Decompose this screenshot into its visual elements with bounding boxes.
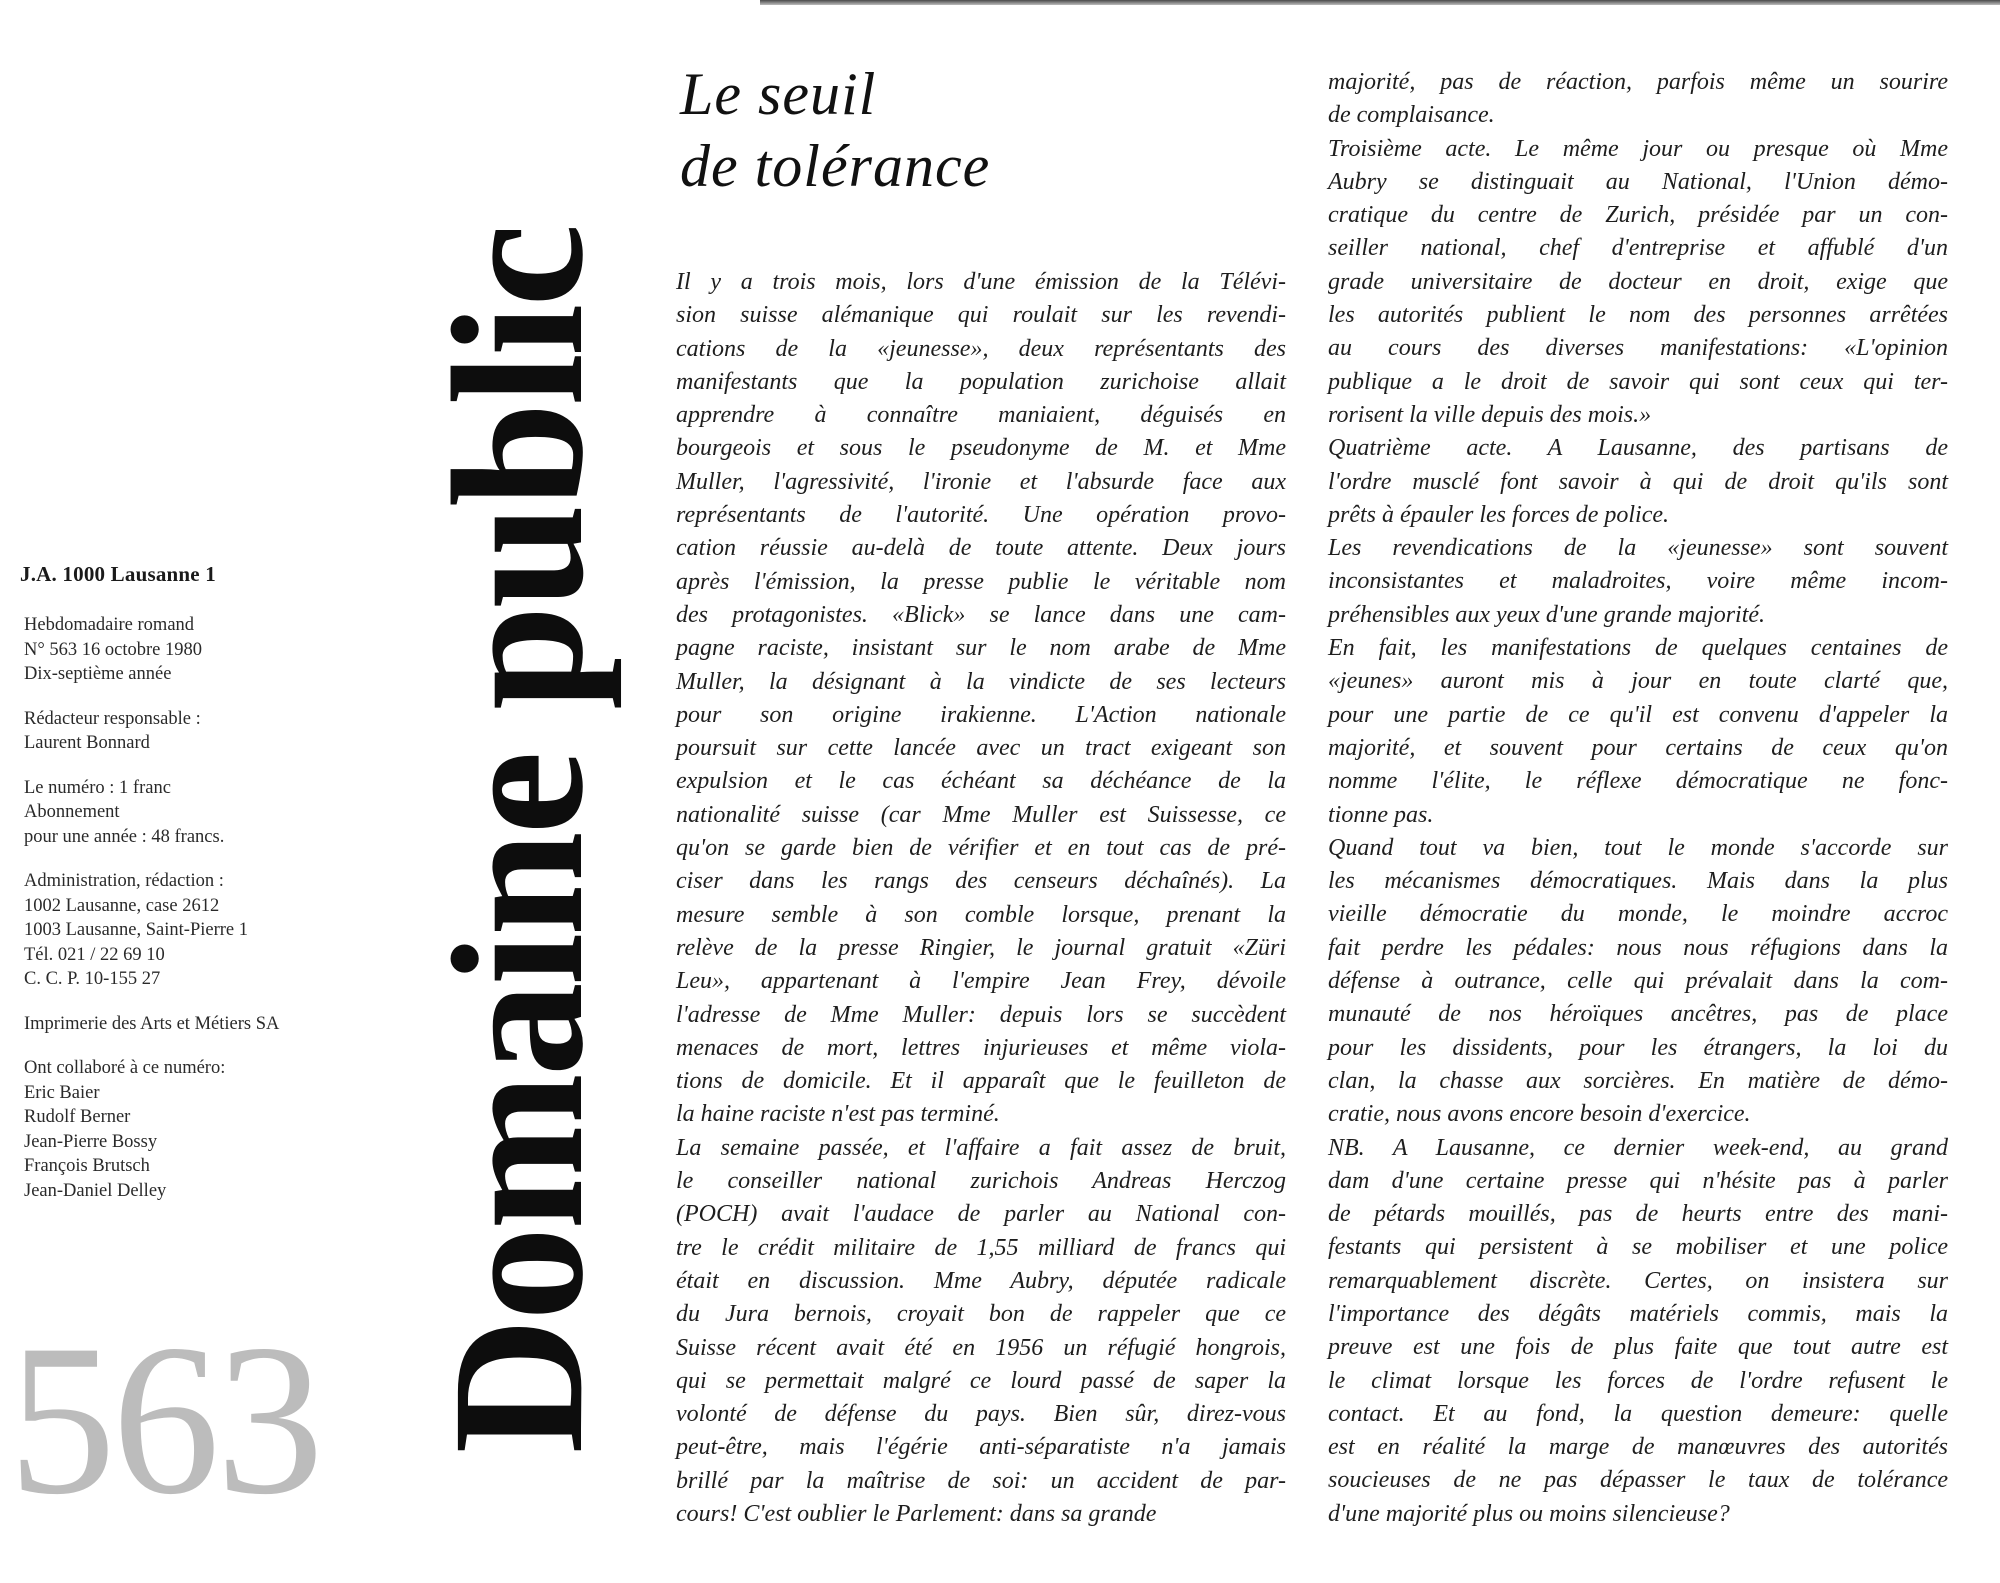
article-text-line: cation réussie au-delà de toute attente. Deux jours	[676, 535, 1286, 562]
article-text-line: «jeunes» auront mis à jour en toute clarté que,	[1328, 668, 1948, 695]
article-text-line: le climat lorsque les forces de l'ordre refusent le	[1328, 1367, 1948, 1394]
article-text-line: volonté de défense du pays. Bien sûr, direz-vous	[676, 1401, 1286, 1428]
postal-mark: J.A. 1000 Lausanne 1	[20, 562, 216, 586]
article-text-line: manifestants que la population zurichoise allait	[676, 368, 1286, 395]
article-text-line: de complaisance.	[1328, 102, 1495, 129]
article-text-line: prêts à épauler les forces de police.	[1328, 501, 1670, 528]
info-block	[24, 707, 398, 756]
article-text-line: la haine raciste n'est pas terminé.	[676, 1101, 1000, 1128]
info-block	[24, 776, 398, 850]
article-text-line: des protagonistes. «Blick» se lance dans une cam-	[676, 601, 1286, 628]
article-text-line: Les revendications de la «jeunesse» sont souvent	[1328, 535, 1948, 562]
info-line: 1003 Lausanne, Saint-Pierre 1	[24, 920, 248, 940]
article-text-line: qu'on se garde bien de vérifier et en tout cas de pré-	[676, 835, 1286, 862]
article-text-line: est en réalité la marge de manœuvres des autorités	[1328, 1434, 1948, 1461]
info-line: Laurent Bonnard	[24, 733, 150, 753]
article-text-line: d'une majorité plus ou moins silencieuse?	[1328, 1500, 1730, 1527]
article-text-line: l'adresse de Mme Muller: depuis lors se succèdent	[676, 1001, 1286, 1028]
article-text-line: inconsistantes et maladroites, voire même incom-	[1328, 568, 1948, 595]
headline-line-2: de tolérance	[680, 133, 991, 199]
article-text-line: Quatrième acte. A Lausanne, des partisans de	[1328, 435, 1948, 462]
article-text-line: Muller, l'agressivité, l'ironie et l'absurde face aux	[676, 468, 1286, 495]
masthead-title: Domaine public	[413, 226, 622, 1454]
info-line: Imprimerie des Arts et Métiers SA	[24, 1013, 280, 1034]
article-text-line: peut-être, mais l'égérie anti-séparatiste n'a jamais	[676, 1434, 1286, 1461]
info-line: Rudolf Berner	[24, 1107, 131, 1127]
article-text-line: tionne pas.	[1328, 801, 1434, 828]
info-block	[24, 1056, 398, 1203]
article-text-line: du Jura bernois, croyait bon de rappeler que ce	[676, 1301, 1286, 1328]
info-line: Rédacteur responsable :	[24, 708, 201, 729]
article-column-1	[676, 266, 1286, 1531]
article-text-line: cratie, nous avons encore besoin d'exercice.	[1328, 1101, 1751, 1128]
article-text-line: les mécanismes démocratiques. Mais dans la plus	[1328, 868, 1948, 895]
article-text-line: les autorités publient le nom des personnes arrêtées	[1328, 302, 1948, 329]
headline-line-1: Le seuil	[680, 61, 877, 127]
article-text-line: apprendre à connaître maniaient, déguisés en	[676, 402, 1286, 429]
article-text-line: nomme l'élite, le réflexe démocratique ne fonc-	[1328, 768, 1948, 795]
article-text-line: l'ordre musclé font savoir à qui de droit qu'ils sont	[1328, 468, 1948, 495]
article-text-line: tre le crédit militaire de 1,55 milliard de francs qui	[676, 1234, 1286, 1261]
masthead-container	[413, 155, 622, 1525]
article-text-line: En fait, les manifestations de quelques centaines de	[1328, 635, 1948, 662]
article-text-line: pour une partie de ce qu'il est convenu d'appeler la	[1328, 701, 1948, 728]
info-block	[24, 1012, 398, 1037]
article-text-line: Troisième acte. Le même jour ou presque où Mme	[1328, 135, 1948, 162]
article-text-line: bourgeois et sous le pseudonyme de M. et Mme	[676, 435, 1286, 462]
article-text-line: pagne raciste, insistant sur le nom arabe de Mme	[676, 635, 1286, 662]
info-block	[24, 869, 398, 992]
article-text-line: mesure semble à son comble lorsque, prenant la	[676, 901, 1286, 928]
article-text-line: après l'émission, la presse publie le véritable nom	[676, 568, 1286, 595]
article-text-line: rorisent la ville depuis des mois.»	[1328, 401, 1652, 428]
article-text-line: cations de la «jeunesse», deux représentants des	[676, 335, 1286, 362]
info-line: 1002 Lausanne, case 2612	[24, 895, 220, 916]
issue-number: 563	[8, 1300, 320, 1539]
article-text-line: ciser dans les rangs des censeurs déchaînés). La	[676, 868, 1286, 895]
article-text-line: remarquablement discrète. Certes, on insistera sur	[1328, 1267, 1948, 1294]
article-text-line: Aubry se distinguait au National, l'Union démo-	[1328, 168, 1948, 195]
info-line: François Brutsch	[24, 1156, 150, 1176]
article-text-line: (POCH) avait l'audace de parler au National con-	[676, 1201, 1286, 1228]
info-line: pour une année : 48 francs.	[24, 826, 225, 847]
article-text-line: l'importance des dégâts matériels commis, mais la	[1328, 1300, 1948, 1327]
info-line: Eric Baier	[24, 1082, 100, 1103]
info-line: Ont collaboré à ce numéro:	[24, 1058, 226, 1078]
article-text-line: nationalité suisse (car Mme Muller est Suissesse, ce	[676, 801, 1286, 828]
article-text-line: le conseiller national zurichois Andreas Herczog	[676, 1168, 1286, 1195]
info-line: Hebdomadaire romand	[24, 615, 195, 635]
article-text-line: relève de la presse Ringier, le journal gratuit «Züri	[676, 934, 1286, 961]
article-text-line: Muller, la désignant à la vindicte de ses lecteurs	[676, 668, 1286, 695]
article-text-line: Il y a trois mois, lors d'une émission de la Télévi-	[676, 269, 1286, 295]
article-text-line: au cours des diverses manifestations: «L'opinion	[1328, 335, 1948, 362]
article-text-line: soucieuses de ne pas dépasser le taux de tolérance	[1328, 1467, 1948, 1494]
article-text-line: publique a le droit de savoir qui sont ceux qui ter-	[1328, 368, 1948, 395]
article-text-line: fait perdre les pédales: nous nous réfugions dans la	[1328, 934, 1948, 961]
article-text-line: majorité, pas de réaction, parfois même un sourire	[1328, 69, 1948, 95]
article-text-line: représentants de l'autorité. Une opération provo-	[676, 502, 1286, 529]
article-text-line: Suisse récent avait été en 1956 un réfugié hongrois,	[676, 1334, 1286, 1361]
article-text-line: clan, la chasse aux sorcières. En matière de démo-	[1328, 1067, 1948, 1094]
article-text-line: pour les dissidents, pour les étrangers, la loi du	[1328, 1034, 1948, 1061]
article-text-line: festants qui persistent à se mobiliser et une police	[1328, 1234, 1948, 1261]
article-column-2	[1328, 66, 1948, 1531]
article-text-line: cratique du centre de Zurich, présidée par un con-	[1328, 202, 1948, 229]
article-text-line: munauté de nos héroïques ancêtres, pas de place	[1328, 1001, 1948, 1028]
article-text-line: cours! C'est oublier le Parlement: dans sa grande	[676, 1500, 1157, 1527]
info-line: Tél. 021 / 22 69 10	[24, 944, 165, 965]
publication-info	[18, 562, 398, 1223]
article-text-line: NB. A Lausanne, ce dernier week-end, au grand	[1328, 1134, 1948, 1161]
article-text-line: préhensibles aux yeux d'une grande majorité.	[1328, 601, 1766, 628]
info-line: N° 563 16 octobre 1980	[24, 639, 202, 660]
article-text-line: Quand tout va bien, tout le monde s'accorde sur	[1328, 834, 1948, 861]
info-blocks	[18, 613, 398, 1203]
info-line: C. C. P. 10-155 27	[24, 969, 161, 989]
article-text-line: menaces de mort, lettres injurieuses et même viola-	[676, 1034, 1286, 1061]
info-line: Jean-Pierre Bossy	[24, 1131, 158, 1152]
article-text-line: La semaine passée, et l'affaire a fait assez de bruit,	[676, 1134, 1286, 1161]
article-text-line: défense à outrance, celle qui prévalait dans la com-	[1328, 968, 1948, 995]
article-text-line: preuve est une fois de plus faite que tout autre est	[1328, 1334, 1948, 1361]
info-line: Dix-septième année	[24, 664, 172, 684]
article-text-line: de pétards mouillés, pas de heurts entre des mani-	[1328, 1201, 1948, 1228]
info-line: Le numéro : 1 franc	[24, 777, 171, 798]
info-line: Administration, rédaction :	[24, 871, 224, 891]
article-headline	[680, 58, 990, 202]
article-text-line: majorité, et souvent pour certains de ceux qu'on	[1328, 734, 1948, 761]
info-block	[24, 613, 398, 687]
info-line: Jean-Daniel Delley	[24, 1180, 167, 1201]
article-text-line: pour son origine irakienne. L'Action nationale	[676, 701, 1286, 728]
article-text-line: dam d'une certaine presse qui n'hésite pas à parler	[1328, 1167, 1948, 1194]
top-border-rule	[760, 0, 2000, 5]
article-text-line: expulsion et le cas échéant sa déchéance de la	[676, 768, 1286, 795]
article-text-line: sion suisse alémanique qui roulait sur les revendi-	[676, 302, 1286, 329]
article-text-line: était en discussion. Mme Aubry, députée radicale	[676, 1267, 1286, 1294]
article-text-line: seiller national, chef d'entreprise et affublé d'un	[1328, 235, 1948, 262]
article-text-line: qui se permettait malgré ce lourd passé de saper la	[676, 1367, 1286, 1394]
article-text-line: poursuit sur cette lancée avec un tract exigeant son	[676, 735, 1286, 762]
article-text-line: vieille démocratie du monde, le moindre accroc	[1328, 901, 1948, 928]
article-text-line: contact. Et au fond, la question demeure: quelle	[1328, 1400, 1948, 1427]
article-text-line: grade universitaire de docteur en droit, exige que	[1328, 268, 1948, 295]
info-line: Abonnement	[24, 802, 120, 822]
article-text-line: Leu», appartenant à l'empire Jean Frey, dévoile	[676, 968, 1286, 995]
article-text-line: tions de domicile. Et il apparaît que le feuilleton de	[676, 1068, 1286, 1095]
article-text-line: brillé par la maîtrise de soi: un accident de par-	[676, 1467, 1286, 1494]
